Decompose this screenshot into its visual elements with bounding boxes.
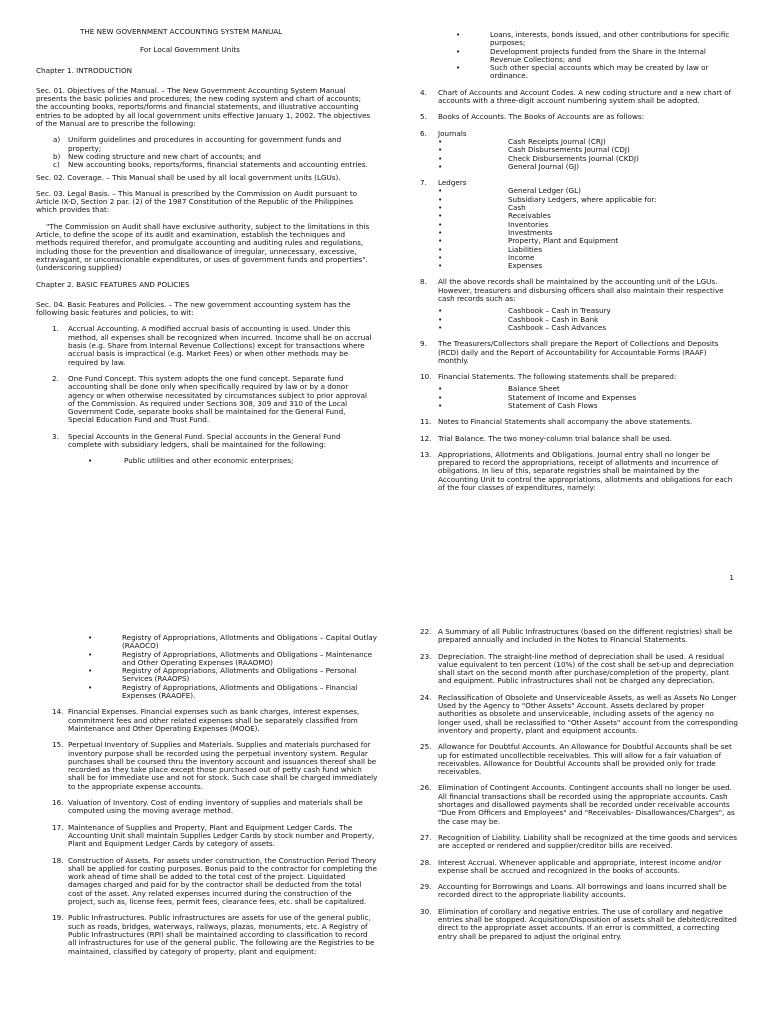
- list-text: Registry of Appropriations, Allotments and Obligations – Maintenance and Other Operating Expenses (RAAOMO): [122, 649, 373, 667]
- list-marker: 12.: [420, 433, 432, 443]
- list-marker: a): [53, 135, 61, 145]
- sec-01-paragraph: Sec. 01. Objectives of the Manual. – The New Government Accounting System Manual presents the basic policies and procedures; the new coding system and chart of accounts; the accounting books, reports/forms and financial statements, and illustrative accounting entries to be adopted by all local government units effective January 1, 2002. The objectives of the Manual are to prescribe the following:: [36, 85, 371, 129]
- features-list-continued: [420, 89, 738, 493]
- cashbooks-list: [438, 307, 738, 332]
- list-item: [36, 651, 378, 668]
- list-text: Accrual Accounting. A modified accrual basis of accounting is used. Under this method, all expenses shall be recognized when incurred. Income shall be on accrual basis (e.g. Share from Internal Revenue Collections) except for transactions where accrual basis is impractical (e.g. Market Fees) or when other methods may be required by law.: [68, 324, 372, 367]
- list-item: [36, 667, 378, 684]
- features-list-page2-left: [36, 708, 378, 955]
- list-text: Allowance for Doubtful Accounts. An Allowance for Doubtful Accounts shall be set up for estimated uncollectible receivables. This will allow for a fair valuation of receivables. Allowance for Doubtful Accounts shall be provided only for trade receivables.: [438, 742, 732, 777]
- ledgers-list: [438, 187, 738, 270]
- page1-left-column: [36, 28, 372, 466]
- bullet-icon: •: [456, 46, 461, 56]
- bullet-icon: •: [438, 219, 443, 229]
- list-item: [420, 743, 738, 776]
- list-text: The Treasurers/Collectors shall prepare the Report of Collections and Deposits (RCD) daily and the Report of Accountability for Accountable Forms (RAAF) monthly.: [438, 339, 719, 365]
- list-item: [420, 784, 738, 825]
- list-text: Expenses: [508, 261, 543, 271]
- list-item: [36, 708, 378, 733]
- sec-03-paragraph: Sec. 03. Legal Basis. – This Manual is prescribed by the Commission on Audit pursuant to Article IX-D, Section 2 par. (2) of the 1987 Constitution of the Republic of the Philippines which provides that:: [36, 188, 358, 215]
- list-marker: 30.: [420, 906, 432, 916]
- list-text: Statement of Income and Expenses: [508, 392, 637, 402]
- list-item: [438, 254, 738, 262]
- list-item: [438, 237, 738, 245]
- page2-right-column: [420, 628, 738, 949]
- list-item: [36, 741, 378, 791]
- journals-list: [438, 138, 738, 171]
- list-marker: 2.: [52, 373, 59, 383]
- list-text: Chart of Accounts and Account Codes. A new coding structure and a new chart of accounts with a three-digit account numbering system shall be adopted.: [438, 87, 732, 106]
- statements-list: [438, 385, 738, 410]
- list-item: [36, 824, 378, 849]
- list-item: [36, 634, 378, 651]
- list-item: [420, 179, 738, 270]
- list-item: [420, 418, 738, 426]
- list-item: [420, 48, 738, 65]
- list-item: [36, 161, 372, 169]
- list-item: [438, 324, 738, 332]
- list-text: New coding structure and new chart of accounts; and: [68, 151, 261, 161]
- list-text: All the above records shall be maintained by the accounting unit of the LGUs. However, treasurers and disbursing officers shall also maintain their respective cash records such as:: [438, 277, 724, 304]
- list-text: Registry of Appropriations, Allotments and Obligations – Financial Expenses (RAAOFE).: [122, 682, 358, 701]
- list-marker: 9.: [420, 339, 427, 349]
- manual-subtitle: For Local Government Units: [140, 45, 240, 55]
- list-text: Reclassification of Obsolete and Unserviceable Assets, as well as Assets No Longer Used by the Agency to "Other Assets" Account. Assets declared by proper authorities as obsolete and unserviceable, including assets of the agency no longer used, shall be reclassified to "Other Assets" account from the corresponding inventory and property, plant and equipment accounts.: [438, 692, 738, 735]
- bullet-icon: •: [88, 666, 93, 676]
- list-text: Property, Plant and Equipment: [508, 236, 619, 246]
- list-marker: 18.: [52, 855, 64, 865]
- bullet-icon: •: [438, 384, 443, 394]
- bullet-icon: •: [438, 211, 443, 221]
- list-item: [438, 262, 738, 270]
- bullet-icon: •: [438, 392, 443, 402]
- chapter-2-heading: Chapter 2. BASIC FEATURES AND POLICIES: [36, 279, 190, 289]
- list-item: [438, 212, 738, 220]
- list-text: Subsidiary Ledgers, where applicable for:: [508, 194, 657, 204]
- page-separator: [0, 595, 768, 612]
- registries-list: [36, 634, 378, 700]
- list-item: [420, 435, 738, 443]
- list-item: [420, 628, 738, 645]
- list-item: [420, 834, 738, 851]
- list-text: Elimination of corollary and negative entries. The use of corollary and negative entries shall be stopped. Acquisition/Disposition of assets shall be debited/credited direct to the appropriate asset accounts. If an error is committed, a correcting entry shall be prepared to adjust the original entry.: [438, 906, 737, 941]
- bullet-icon: •: [438, 244, 443, 254]
- list-text: Check Disbursements Journal (CKDJ): [508, 153, 639, 163]
- list-item: [438, 402, 738, 410]
- list-text: Balance Sheet: [508, 384, 560, 394]
- list-text: Liabilities: [508, 244, 542, 254]
- list-item: [420, 130, 738, 171]
- list-item: [420, 64, 738, 81]
- list-marker: 28.: [420, 857, 432, 867]
- list-text: Investments: [508, 227, 553, 237]
- bullet-icon: •: [438, 227, 443, 237]
- list-text: Notes to Financial Statements shall accompany the above statements.: [438, 417, 693, 427]
- journals-label: Journals: [438, 128, 467, 138]
- list-marker: 6.: [420, 128, 427, 138]
- list-marker: 25.: [420, 742, 432, 752]
- features-list-page2-right: [420, 628, 738, 941]
- bullet-icon: •: [438, 194, 443, 204]
- document-page-2: [0, 612, 768, 1024]
- list-text: Appropriations, Allotments and Obligations. Journal entry shall no longer be prepared to record the appropriations, receipt of allotments and incurrence of obligations. In lieu of this, separate registries shall be maintained by the Accounting Unit to control the appropriations, allotments and obligations for each of the four classes of expenditures, namely:: [438, 449, 733, 493]
- bullet-icon: •: [438, 186, 443, 196]
- list-marker: 27.: [420, 832, 432, 842]
- bullet-icon: •: [88, 633, 93, 642]
- list-text: Cash: [508, 203, 526, 213]
- list-item: [420, 883, 738, 900]
- list-marker: 17.: [52, 822, 64, 832]
- list-text: Such other special accounts which may be created by law or ordinance.: [490, 63, 709, 81]
- list-text: Maintenance of Supplies and Property, Plant and Equipment Ledger Cards. The Accounting Unit shall maintain Supplies Ledger Cards by stock number and Property, Plant and Equipment Ledger Cards by category of assets.: [68, 822, 375, 849]
- bullet-icon: •: [438, 136, 443, 146]
- list-text: Accounting for Borrowings and Loans. All borrowings and loans incurred shall be recorded direct to the appropriate liability accounts.: [438, 882, 727, 900]
- list-marker: c): [53, 160, 60, 170]
- list-item: [420, 278, 738, 332]
- list-marker: 7.: [420, 178, 427, 188]
- chapter-1-heading: Chapter 1. INTRODUCTION: [36, 65, 133, 75]
- page1-right-column: [420, 31, 738, 500]
- bullet-icon: •: [438, 306, 443, 316]
- list-item: [438, 196, 738, 204]
- list-item: [420, 31, 738, 48]
- list-marker: 14.: [52, 707, 64, 717]
- list-text: Public utilities and other economic enterprises;: [124, 456, 294, 466]
- list-item: [438, 155, 738, 163]
- bullet-icon: •: [438, 314, 443, 324]
- list-text: Valuation of Inventory. Cost of ending inventory of supplies and materials shall be computed using the moving average method.: [68, 798, 363, 816]
- list-marker: 22.: [420, 627, 432, 636]
- list-item: [438, 221, 738, 229]
- list-marker: 8.: [420, 277, 427, 287]
- list-marker: 13.: [420, 449, 432, 459]
- list-item: [36, 433, 372, 450]
- list-item: [36, 136, 372, 153]
- list-text: Books of Accounts. The Books of Accounts are as follows:: [438, 112, 645, 122]
- list-item: [36, 325, 372, 366]
- list-item: [420, 451, 738, 492]
- page2-left-column: [36, 634, 378, 964]
- list-marker: 1.: [52, 324, 59, 334]
- bullet-icon: •: [438, 400, 443, 410]
- list-marker: 4.: [420, 87, 427, 97]
- list-marker: 24.: [420, 692, 432, 702]
- bullet-icon: •: [438, 236, 443, 246]
- list-text: Trial Balance. The two money-column trial balance shall be used.: [438, 433, 672, 443]
- list-marker: 5.: [420, 112, 427, 122]
- list-text: One Fund Concept. This system adopts the one fund concept. Separate fund accounting shall be done only when specifically required by law or by a donor agency or when otherwise necessitated by circumstances subject to prior approval of the Commission. As required under Sections 308, 309 and 310 of the Local Government Code, separate books shall be maintained for the General Fund, Special Education Fund and Trust Fund.: [68, 373, 368, 425]
- bullet-icon: •: [438, 261, 443, 271]
- list-text: Registry of Appropriations, Allotments and Obligations – Personal Services (RAAOPS): [122, 666, 357, 684]
- bullet-icon: •: [88, 456, 93, 466]
- list-text: Receivables: [508, 211, 551, 221]
- page-number: 1: [729, 573, 734, 582]
- sec-04-paragraph: Sec. 04. Basic Features and Policies. – The new government accounting system has the following basic features and policies, to wit:: [36, 299, 351, 318]
- list-text: Public Infrastructures. Public infrastructures are assets for use of the general public, such as roads, bridges, waterways, railways, plazas, monuments, etc. A Registry of Public Infrastructures (RPI) shall be maintained according to classification to record all infrastructures for use of the general public. The following are the Registries to be maintained, classified by category of property, plant and equipment:: [68, 913, 375, 956]
- list-item: [438, 246, 738, 254]
- list-text: Elimination of Contingent Accounts. Contingent accounts shall no longer be used. All financial transactions shall be recorded using the appropriate accounts. Cash shortages and disallowed payments shall be recorded under receivable accounts "Due From Officers and Employees" and "Receivables- Disallowances/Charges", as the case may be.: [438, 783, 735, 826]
- list-item: [36, 457, 372, 465]
- list-marker: 3.: [52, 431, 59, 441]
- list-item: [36, 857, 378, 907]
- list-item: [438, 163, 738, 171]
- list-item: [420, 859, 738, 876]
- list-item: [420, 373, 738, 410]
- special-accounts-continued-list: [420, 31, 738, 81]
- bullet-icon: •: [88, 682, 93, 692]
- list-text: Uniform guidelines and procedures in accounting for government funds and property;: [68, 135, 342, 153]
- list-marker: 10.: [420, 372, 432, 382]
- list-item: [420, 113, 738, 121]
- list-marker: 26.: [420, 783, 432, 793]
- bullet-icon: •: [438, 153, 443, 163]
- list-text: Registry of Appropriations, Allotments and Obligations – Capital Outlay (RAAOCO): [122, 633, 377, 651]
- bullet-icon: •: [456, 30, 461, 39]
- list-text: Financial Expenses. Financial expenses such as bank charges, interest expenses, commitment fees and other related expenses shall be separately classified from Maintenance and Other Operating Expenses (MOOE).: [68, 707, 360, 733]
- list-marker: 15.: [52, 740, 64, 750]
- list-item: [36, 914, 378, 955]
- bullet-icon: •: [438, 203, 443, 213]
- list-text: Cashbook – Cash in Treasury: [508, 306, 611, 316]
- list-text: Financial Statements. The following statements shall be prepared:: [438, 372, 677, 382]
- list-text: Development projects funded from the Share in the Internal Revenue Collections; and: [490, 46, 706, 64]
- list-text: Loans, interests, bonds issued, and other contributions for specific purposes;: [490, 30, 730, 48]
- bullet-icon: •: [438, 322, 443, 332]
- list-text: General Journal (GJ): [508, 161, 580, 171]
- list-text: Special Accounts in the General Fund. Special accounts in the General Fund complete with subsidiary ledgers, shall be maintained for the following:: [68, 431, 341, 449]
- list-text: Cash Disbursements Journal (CDJ): [508, 145, 630, 155]
- list-item: [36, 799, 378, 816]
- list-item: [420, 908, 738, 941]
- list-item: [438, 204, 738, 212]
- list-text: A Summary of all Public Infrastructures (based on the different registries) shall be prepared annually and included in the Notes to Financial Statements.: [438, 627, 733, 645]
- bullet-icon: •: [438, 145, 443, 155]
- ledgers-label: Ledgers: [438, 178, 467, 188]
- list-marker: 29.: [420, 882, 432, 892]
- list-marker: b): [53, 151, 61, 161]
- objectives-list: [36, 136, 372, 169]
- special-accounts-list: [36, 457, 372, 465]
- features-list: [36, 325, 372, 449]
- list-text: Inventories: [508, 219, 549, 229]
- list-item: [36, 375, 372, 425]
- list-marker: 19.: [52, 913, 64, 923]
- bullet-icon: •: [438, 252, 443, 262]
- list-text: Cash Receipts Journal (CRJ): [508, 136, 606, 146]
- bullet-icon: •: [438, 161, 443, 171]
- manual-title: THE NEW GOVERNMENT ACCOUNTING SYSTEM MANUAL: [80, 27, 283, 36]
- bullet-icon: •: [88, 649, 93, 659]
- list-text: New accounting books, reports/forms, financial statements and accounting entries.: [68, 160, 368, 170]
- list-text: Cashbook – Cash Advances: [508, 322, 607, 332]
- list-item: [36, 684, 378, 701]
- list-text: Cashbook – Cash in Bank: [508, 314, 599, 324]
- list-text: Construction of Assets. For assets under construction, the Construction Period Theory shall be applied for costing purposes. Bonus paid to the contractor for completing the work ahead of time shall be added to the total cost of the project. Liquidated damages charged and paid for by the contractor shall be deducted from the total cost of the asset. Any related expenses incurred during the construction of the project, such as, license fees, permit fees, clearance fees, etc. shall be capitalized.: [68, 855, 377, 907]
- sec-02-paragraph: Sec. 02. Coverage. – This Manual shall be used by all local government units (LGUs).: [36, 172, 341, 182]
- constitution-quote: "The Commission on Audit shall have exclusive authority, subject to the limitations in this Article, to define the scope of its audit and examination, establish the techniques and methods required therefor, and promulgate accounting and auditing rules and regulations, including those for the prevention and disallowance of irregular, unnecessary, excessive, extravagant, or unconscionable expenditures, or uses of government funds and properties". (underscoring supplied): [36, 221, 370, 273]
- list-item: [420, 340, 738, 365]
- list-text: Depreciation. The straight-line method of depreciation shall be used. A residual value equivalent to ten percent (10%) of the cost shall be set-up and depreciation shall start on the second month after purchase/completion of the property, plant and equipment. Public infrastructures shall not be charged any depreciation.: [438, 651, 734, 686]
- list-text: Recognition of Liability. Liability shall be recognized at the time goods and services are accepted or rendered and supplier/creditor bills are received.: [438, 832, 738, 851]
- list-item: [420, 694, 738, 735]
- bullet-icon: •: [456, 63, 461, 73]
- list-text: Perpetual Inventory of Supplies and Materials. Supplies and materials purchased for inventory purpose shall be recorded using the perpetual inventory system. Regular purchases shall be coursed thru the inventory account and issuances thereof shall be recorded as they take place except those purchased out of petty cash fund which shall be for immediate use and not for stock. Such case shall be charged immediately to the appropriate expense accounts.: [68, 740, 378, 791]
- list-marker: 23.: [420, 651, 432, 661]
- list-marker: 16.: [52, 798, 64, 808]
- list-item: [420, 653, 738, 686]
- list-text: Statement of Cash Flows: [508, 400, 598, 410]
- list-text: Income: [508, 252, 535, 262]
- list-text: General Ledger (GL): [508, 186, 581, 196]
- list-marker: 11.: [420, 417, 432, 427]
- list-item: [420, 89, 738, 106]
- list-text: Interest Accrual. Whenever applicable and appropriate, interest income and/or expense shall be accrued and recognized in the books of accounts.: [438, 857, 722, 875]
